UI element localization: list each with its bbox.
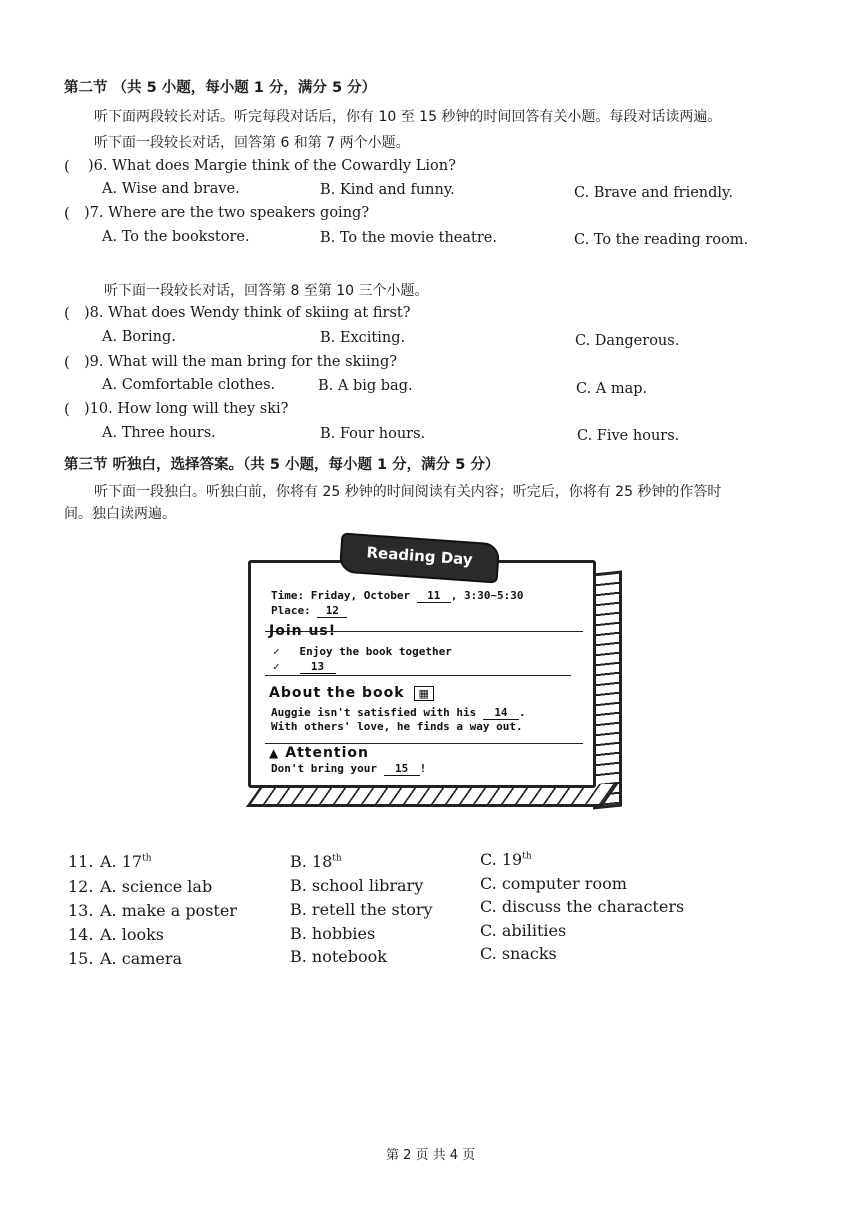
- answer-option-b: B. school library: [290, 876, 424, 895]
- about-heading: [269, 685, 434, 701]
- blank-13: 13: [300, 660, 336, 674]
- about-line-1-text: Auggie isn't satisfied with his: [271, 706, 477, 719]
- card-time-line: [271, 589, 524, 603]
- answer-option-c: C. computer room: [480, 874, 627, 893]
- section3-instruction-line1: 听下面一段独白。听独白前，你将有 25 秒钟的时间阅读有关内容；听完后，你将有 25 秒钟的作答时: [94, 484, 722, 500]
- answer-row-num: 11.: [68, 852, 94, 871]
- answer-paren: (: [64, 204, 70, 222]
- answer-row-num: 14.: [68, 925, 94, 944]
- place-label: Place:: [271, 604, 311, 617]
- question-stem: )8. What does Wendy think of skiing at first?: [84, 305, 411, 321]
- option-b: B. To the movie theatre.: [320, 230, 497, 246]
- answer-option-c: C. 19th: [480, 850, 532, 869]
- answer-row-num: 12.: [68, 877, 94, 896]
- answer-option-b: B. 18th: [290, 852, 342, 871]
- option-a: A. Boring.: [102, 329, 176, 345]
- page-number: 第 2 页 共 4 页: [386, 1148, 476, 1163]
- banner-title: Reading Day: [366, 543, 474, 569]
- blank-11: 11: [417, 589, 451, 603]
- answer-option-a: A. 17th: [100, 852, 152, 871]
- answer-option-b: B. hobbies: [290, 924, 376, 943]
- dialogue2-intro: 听下面一段较长对话，回答第 8 至第 10 三个小题。: [104, 283, 429, 299]
- blank-15: 15: [384, 762, 420, 776]
- section3-instruction-line2: 间。独白读两遍。: [64, 506, 176, 522]
- attention-heading-text: Attention: [285, 745, 369, 761]
- answer-option-c: C. snacks: [480, 944, 557, 963]
- answer-option-a: A. camera: [100, 949, 183, 968]
- answer-option-b: B. notebook: [290, 947, 387, 966]
- option-b: B. Exciting.: [320, 330, 406, 346]
- answer-row-num: 13.: [68, 901, 94, 920]
- question-stem: )9. What will the man bring for the skiing?: [84, 354, 398, 370]
- answer-row-num: 15.: [68, 949, 94, 968]
- option-c: C. A map.: [576, 381, 648, 397]
- section3-title: 第三节 听独白，选择答案。（共 5 小题，每小题 1 分，满分 5 分）: [64, 457, 500, 473]
- blank-14: 14: [483, 706, 519, 720]
- answer-option-c: C. abilities: [480, 921, 567, 940]
- answer-option-c: C. discuss the characters: [480, 897, 685, 916]
- check-icon: ✓: [273, 660, 280, 673]
- answer-paren: (: [64, 157, 70, 175]
- card-body: [248, 560, 596, 788]
- blank-12: 12: [317, 604, 347, 618]
- attention-end: !: [419, 762, 427, 775]
- answer-option-a: A. make a poster: [100, 901, 237, 920]
- question-stem: )10. How long will they ski?: [84, 401, 289, 417]
- dialogue1-intro: 听下面一段较长对话，回答第 6 和第 7 两个小题。: [94, 135, 410, 151]
- about-heading-text: About the book: [269, 685, 405, 701]
- about-line-1: [271, 706, 526, 720]
- answer-paren: (: [64, 400, 70, 418]
- option-a: A. Comfortable clothes.: [102, 377, 276, 393]
- answer-option-b: B. retell the story: [290, 900, 433, 919]
- join-item-1: [273, 645, 452, 658]
- time-range: , 3:30~5:30: [450, 589, 524, 602]
- card-side-decoration: [593, 570, 622, 809]
- divider: [265, 743, 583, 744]
- book-icon: ▦: [414, 686, 433, 701]
- attention-heading: [269, 745, 369, 761]
- divider: [265, 675, 571, 676]
- check-icon: ✓: [273, 645, 280, 658]
- time-label: Time: Friday, October: [271, 589, 411, 602]
- option-c: C. Brave and friendly.: [574, 185, 733, 201]
- question-stem: )6. What does Margie think of the Cowardly Lion?: [88, 158, 456, 174]
- join-heading: Join us!: [269, 623, 337, 639]
- option-a: A. Three hours.: [102, 425, 216, 441]
- section2-instruction: 听下面两段较长对话。听完每段对话后，你有 10 至 15 秒钟的时间回答有关小题。每段对话读两遍。: [94, 109, 722, 125]
- answer-option-a: A. looks: [100, 925, 165, 944]
- about-line-2: With others' love, he finds a way out.: [271, 720, 523, 733]
- join-item-1-text: Enjoy the book together: [299, 645, 452, 658]
- reading-day-card: [240, 532, 640, 817]
- option-b: B. Four hours.: [320, 426, 426, 442]
- option-c: C. To the reading room.: [574, 232, 749, 248]
- option-b: B. Kind and funny.: [320, 182, 455, 198]
- answer-paren: (: [64, 304, 70, 322]
- warning-icon: ▲: [269, 746, 280, 760]
- option-a: A. To the bookstore.: [102, 229, 250, 245]
- answer-paren: (: [64, 353, 70, 371]
- option-c: C. Dangerous.: [575, 333, 680, 349]
- attention-line: [271, 762, 426, 776]
- join-item-2: [273, 660, 336, 674]
- card-place-line: [271, 604, 347, 618]
- answer-option-a: A. science lab: [100, 877, 213, 896]
- option-b: B. A big bag.: [318, 378, 413, 394]
- option-a: A. Wise and brave.: [102, 181, 240, 197]
- section2-title: 第二节 （共 5 小题，每小题 1 分，满分 5 分）: [64, 80, 377, 96]
- attention-line-text: Don't bring your: [271, 762, 377, 775]
- question-stem: )7. Where are the two speakers going?: [84, 205, 370, 221]
- about-line-1-end: .: [518, 706, 526, 719]
- option-c: C. Five hours.: [577, 428, 680, 444]
